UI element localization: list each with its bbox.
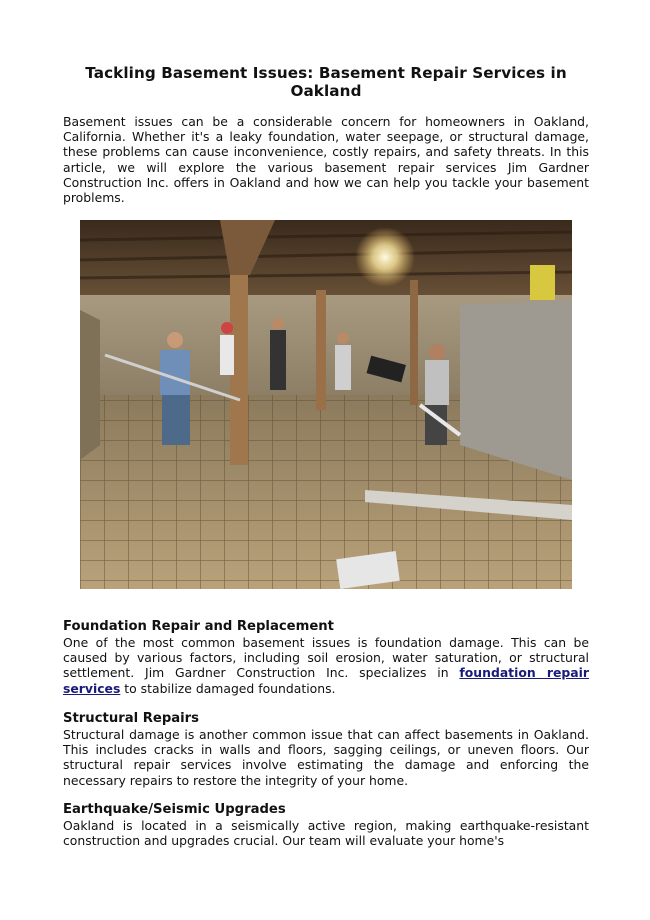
paragraph-text: to stabilize damaged foundations. (120, 680, 336, 696)
basement-concrete-photo (80, 220, 572, 589)
section-heading: Foundation Repair and Replacement (63, 619, 334, 634)
article (63, 0, 589, 849)
work-light (355, 227, 415, 287)
section-heading: Earthquake/Seismic Upgrades (63, 802, 286, 817)
paragraph-text: One of the most common basement issues is foundation damage. This can be caused by various factors, including soil erosion, water saturation, or structural settlement. Jim Gardner Construction Inc. specializes in (63, 635, 589, 681)
section-paragraph (63, 635, 589, 696)
section-foundation-repair (63, 619, 589, 696)
intro-paragraph: Basement issues can be a considerable concern for homeowners in Oakland, California. Whether it's a leaky foundation, water seepage, or structural damage, these problems can cause inconvenience, costly repairs, and safety threats. In this article, we will explore the various basement repair services Jim Gardner Construction Inc. offers in Oakland and how we can help you tackle your basement problems. (63, 114, 589, 206)
section-structural-repairs (63, 711, 589, 788)
foundation-repair-services-link[interactable]: foundation repair services (63, 665, 589, 696)
section-heading: Structural Repairs (63, 711, 200, 726)
section-seismic-upgrades (63, 802, 589, 848)
photo-illustration (80, 220, 572, 589)
section-paragraph: Oakland is located in a seismically active region, making earthquake-resistant construction and upgrades crucial. Our team will evaluate your home's (63, 818, 589, 849)
article-title: Tackling Basement Issues: Basement Repair Services in Oakland (85, 64, 567, 100)
section-paragraph: Structural damage is another common issue that can affect basements in Oakland. This includes cracks in walls and floors, sagging ceilings, or uneven floors. Our structural repair services involve estimating the damage and enforcing the necessary repairs to restore the integrity of your home. (63, 727, 589, 788)
